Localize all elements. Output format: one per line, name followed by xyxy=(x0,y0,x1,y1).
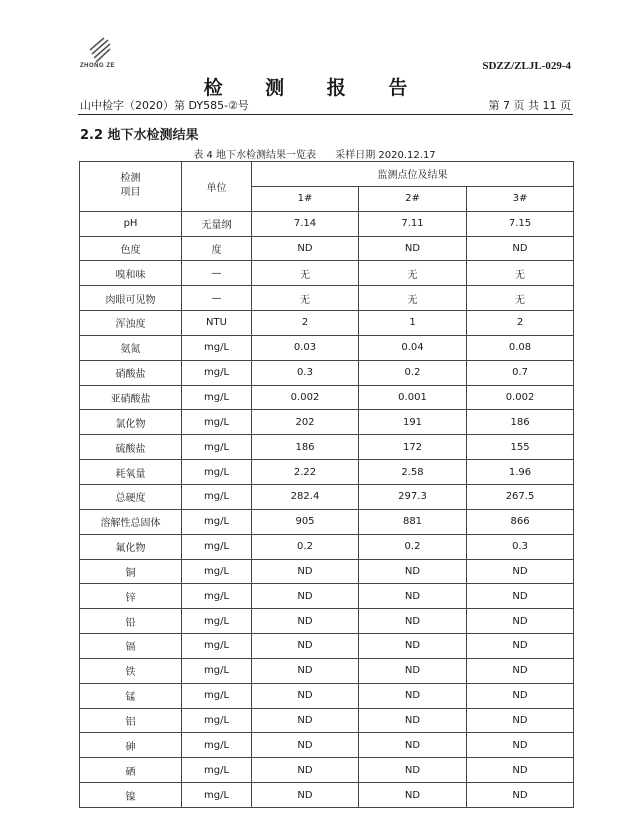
cell-item: pH xyxy=(80,211,182,236)
cell-point-1: ND xyxy=(252,733,359,758)
cell-item: 锰 xyxy=(80,683,182,708)
cell-point-1: ND xyxy=(252,758,359,783)
cell-item: 总硬度 xyxy=(80,484,182,509)
cell-unit: mg/L xyxy=(182,484,252,509)
cell-point-1: 186 xyxy=(252,435,359,460)
table-row xyxy=(80,609,574,634)
table-row xyxy=(80,286,574,311)
cell-point-1: ND xyxy=(252,683,359,708)
cell-item: 嗅和味 xyxy=(80,261,182,286)
table-row xyxy=(80,783,574,808)
cell-item: 色度 xyxy=(80,236,182,261)
cell-point-1: 202 xyxy=(252,410,359,435)
cell-unit: mg/L xyxy=(182,435,252,460)
cell-point-1: ND xyxy=(252,783,359,808)
cell-point-1: 无 xyxy=(252,286,359,311)
cell-unit: mg/L xyxy=(182,385,252,410)
cell-point-2: ND xyxy=(359,733,467,758)
cell-point-2: 1 xyxy=(359,311,467,336)
cell-unit: mg/L xyxy=(182,634,252,659)
cell-item: 镍 xyxy=(80,783,182,808)
cell-point-1: 0.03 xyxy=(252,335,359,360)
cell-point-2: 297.3 xyxy=(359,484,467,509)
cell-point-3: 7.15 xyxy=(467,211,574,236)
cell-point-2: 0.04 xyxy=(359,335,467,360)
cell-unit: mg/L xyxy=(182,658,252,683)
cell-point-2: 881 xyxy=(359,509,467,534)
cell-point-3: 0.002 xyxy=(467,385,574,410)
cell-point-1: 7.14 xyxy=(252,211,359,236)
cell-item: 硝酸盐 xyxy=(80,360,182,385)
table-row xyxy=(80,261,574,286)
cell-point-1: 0.002 xyxy=(252,385,359,410)
cell-point-1: ND xyxy=(252,236,359,261)
cell-item: 镉 xyxy=(80,634,182,659)
cell-point-1: 2.22 xyxy=(252,460,359,485)
cell-point-2: ND xyxy=(359,758,467,783)
page-number: 第 7 页 共 11 页 xyxy=(488,99,571,112)
column-header-unit: 单位 xyxy=(182,162,252,212)
cell-point-3: 0.7 xyxy=(467,360,574,385)
cell-point-2: ND xyxy=(359,634,467,659)
cell-point-2: ND xyxy=(359,236,467,261)
cell-point-2: ND xyxy=(359,708,467,733)
table-row xyxy=(80,385,574,410)
cell-point-1: 0.2 xyxy=(252,534,359,559)
cell-point-3: ND xyxy=(467,758,574,783)
logo-text: ZHONG ZE xyxy=(80,63,115,69)
cell-unit: mg/L xyxy=(182,410,252,435)
cell-point-2: 无 xyxy=(359,286,467,311)
cell-point-2: ND xyxy=(359,559,467,584)
table-row xyxy=(80,410,574,435)
results-table xyxy=(79,161,574,808)
cell-item: 铝 xyxy=(80,708,182,733)
cell-item: 硒 xyxy=(80,758,182,783)
cell-point-1: 905 xyxy=(252,509,359,534)
cell-unit: mg/L xyxy=(182,460,252,485)
cell-item: 氯化物 xyxy=(80,410,182,435)
cell-item: 氟化物 xyxy=(80,534,182,559)
cell-item: 氨氮 xyxy=(80,335,182,360)
cell-item: 硫酸盐 xyxy=(80,435,182,460)
cell-point-1: 无 xyxy=(252,261,359,286)
cell-point-3: 186 xyxy=(467,410,574,435)
cell-point-3: ND xyxy=(467,559,574,584)
cell-point-2: ND xyxy=(359,683,467,708)
cell-unit: mg/L xyxy=(182,708,252,733)
table-row xyxy=(80,360,574,385)
table-row xyxy=(80,634,574,659)
cell-unit: mg/L xyxy=(182,584,252,609)
cell-unit: mg/L xyxy=(182,758,252,783)
cell-point-1: 2 xyxy=(252,311,359,336)
header-divider xyxy=(78,114,573,115)
table-row xyxy=(80,559,574,584)
cell-point-3: ND xyxy=(467,634,574,659)
table-row xyxy=(80,460,574,485)
document-code: SDZZ/ZLJL-029-4 xyxy=(482,60,571,72)
cell-item: 肉眼可见物 xyxy=(80,286,182,311)
cell-unit: mg/L xyxy=(182,733,252,758)
table-row xyxy=(80,335,574,360)
page-title: 检 测 报 告 xyxy=(203,77,426,99)
column-header-results: 监测点位及结果 xyxy=(252,162,574,187)
cell-item: 铜 xyxy=(80,559,182,584)
cell-point-1: ND xyxy=(252,584,359,609)
cell-point-3: ND xyxy=(467,783,574,808)
cell-unit: 无量纲 xyxy=(182,211,252,236)
table-row xyxy=(80,683,574,708)
cell-point-3: 无 xyxy=(467,286,574,311)
table-caption xyxy=(0,146,629,161)
cell-point-2: ND xyxy=(359,584,467,609)
cell-unit: NTU xyxy=(182,311,252,336)
cell-unit: — xyxy=(182,261,252,286)
table-row xyxy=(80,509,574,534)
table-row xyxy=(80,758,574,783)
cell-point-1: ND xyxy=(252,634,359,659)
cell-point-2: ND xyxy=(359,783,467,808)
cell-point-2: 2.58 xyxy=(359,460,467,485)
cell-unit: mg/L xyxy=(182,559,252,584)
table-row xyxy=(80,435,574,460)
cell-item: 锌 xyxy=(80,584,182,609)
column-header-item xyxy=(80,162,182,212)
cell-point-3: 无 xyxy=(467,261,574,286)
cell-item: 耗氧量 xyxy=(80,460,182,485)
cell-point-3: ND xyxy=(467,584,574,609)
cell-unit: mg/L xyxy=(182,683,252,708)
table-body xyxy=(80,211,574,807)
cell-point-2: 172 xyxy=(359,435,467,460)
section-title: 2.2 地下水检测结果 xyxy=(80,128,199,143)
table-row xyxy=(80,211,574,236)
cell-point-2: 191 xyxy=(359,410,467,435)
cell-point-1: ND xyxy=(252,658,359,683)
table-row xyxy=(80,484,574,509)
cell-point-2: 7.11 xyxy=(359,211,467,236)
sampling-date: 采样日期 2020.12.17 xyxy=(335,150,436,161)
table-caption-title: 表 4 地下水检测结果一览表 xyxy=(193,150,317,161)
cell-point-2: 无 xyxy=(359,261,467,286)
cell-point-2: 0.001 xyxy=(359,385,467,410)
cell-unit: mg/L xyxy=(182,609,252,634)
cell-item: 铁 xyxy=(80,658,182,683)
cell-item: 铅 xyxy=(80,609,182,634)
cell-unit: mg/L xyxy=(182,534,252,559)
table-row xyxy=(80,658,574,683)
cell-point-3: 0.3 xyxy=(467,534,574,559)
report-reference-number: 山中检字（2020）第 DY585-②号 xyxy=(80,99,249,112)
cell-unit: mg/L xyxy=(182,360,252,385)
cell-unit: mg/L xyxy=(182,783,252,808)
cell-point-1: 0.3 xyxy=(252,360,359,385)
cell-point-1: ND xyxy=(252,708,359,733)
cell-unit: mg/L xyxy=(182,335,252,360)
cell-point-3: 267.5 xyxy=(467,484,574,509)
cell-unit: — xyxy=(182,286,252,311)
column-header-item-line1: 检测 xyxy=(120,173,141,185)
column-header-point-3: 3# xyxy=(467,186,574,211)
cell-point-1: ND xyxy=(252,609,359,634)
cell-point-3: ND xyxy=(467,708,574,733)
cell-point-2: ND xyxy=(359,658,467,683)
cell-point-3: ND xyxy=(467,683,574,708)
table-row xyxy=(80,311,574,336)
cell-point-2: ND xyxy=(359,609,467,634)
cell-point-1: 282.4 xyxy=(252,484,359,509)
cell-point-2: 0.2 xyxy=(359,534,467,559)
cell-unit: mg/L xyxy=(182,509,252,534)
table-row xyxy=(80,236,574,261)
cell-point-3: ND xyxy=(467,658,574,683)
table-row xyxy=(80,733,574,758)
cell-point-3: 2 xyxy=(467,311,574,336)
cell-point-3: ND xyxy=(467,609,574,634)
table-row xyxy=(80,584,574,609)
column-header-point-2: 2# xyxy=(359,186,467,211)
cell-item: 溶解性总固体 xyxy=(80,509,182,534)
cell-point-3: 1.96 xyxy=(467,460,574,485)
cell-item: 浑浊度 xyxy=(80,311,182,336)
cell-item: 砷 xyxy=(80,733,182,758)
column-header-item-line2: 项目 xyxy=(120,187,141,199)
cell-point-1: ND xyxy=(252,559,359,584)
company-logo-icon xyxy=(78,36,122,76)
cell-point-3: 155 xyxy=(467,435,574,460)
column-header-point-1: 1# xyxy=(252,186,359,211)
cell-point-3: ND xyxy=(467,733,574,758)
cell-unit: 度 xyxy=(182,236,252,261)
table-row xyxy=(80,534,574,559)
cell-point-3: 0.08 xyxy=(467,335,574,360)
table-row xyxy=(80,708,574,733)
cell-item: 亚硝酸盐 xyxy=(80,385,182,410)
cell-point-2: 0.2 xyxy=(359,360,467,385)
cell-point-3: ND xyxy=(467,236,574,261)
cell-point-3: 866 xyxy=(467,509,574,534)
